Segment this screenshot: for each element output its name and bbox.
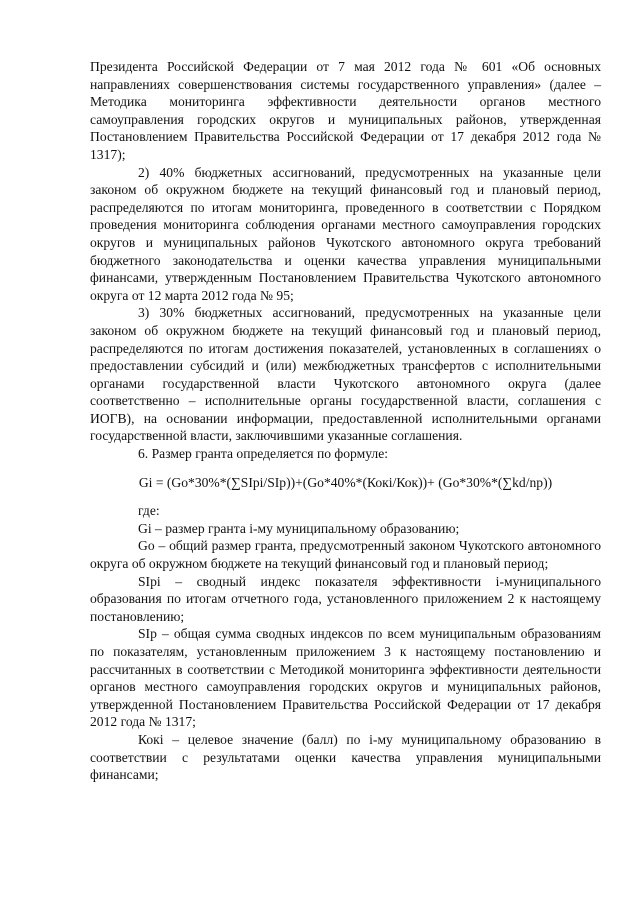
- paragraph-item-3: 3) 30% бюджетных ассигнований, предусмотренных на указанные цели законом об окружном бюджете на текущий финансовый год и плановый период, распределяются по итогам достижения показателей, установленных в соглашениях о предоставлении субсидий и (или) межбюджетных трансфертов с исполнительными органами государственной власти Чукотского автономного округа (далее соответственно – исполнительные органы государственной власти, соглашения с ИОГВ), на основании информации, предоставленной исполнительными органами государственной власти, заключившими указанные соглашения.: [90, 305, 601, 444]
- definition-gi: Gi – размер гранта i-му муниципальному образованию;: [138, 520, 460, 536]
- definition-koki: Кокi – целевое значение (балл) по i-му муниципальному образованию в соответствии с результатами оценки качества управления муниципальными финансами;: [90, 731, 601, 783]
- paragraph-section-6: 6. Размер гранта определяется по формуле:: [138, 446, 389, 462]
- grant-formula: Gi = (Go*30%*(∑SIpi/SIp))+(Go*40%*(Кокi/Кок))+ (Go*30%*(∑kd/np)): [138, 474, 553, 490]
- paragraph-item-2: 2) 40% бюджетных ассигнований, предусмотренных на указанные цели законом об окружном бюджете на текущий финансовый год и плановый период, распределяются по итогам мониторинга, проведенного в соответствии с Порядком проведения мониторинга соблюдения органами местного самоуправления городских округов и муниципальных районов Чукотского автономного округа требований бюджетного законодательства и оценки качества управления муниципальными финансами, утвержденным Постановлением Правительства Чукотского автономного округа от 12 марта 2012 года № 95;: [90, 164, 601, 303]
- definition-go: Go – общий размер гранта, предусмотренный законом Чукотского автономного округа об окружном бюджете на текущий финансовый год и плановый период;: [90, 538, 601, 572]
- paragraph-where: где:: [138, 503, 160, 519]
- definition-sip: SIp – общая сумма сводных индексов по всем муниципальным образованиям по показателям, установленным приложением 3 к настоящему постановлению и рассчитанных в соответствии с Методикой мониторинга эффективности деятельности органов местного самоуправления городских округов и муниципальных районов, утвержденной Постановлением Правительства Российской Федерации от 17 декабря 2012 года № 1317;: [90, 626, 601, 730]
- paragraph-methodology-reference: Президента Российской Федерации от 7 мая 2012 года № 601 «Об основных направлениях совершенствования системы государственного управления» (далее – Методика мониторинга эффективности деятельности органов местного самоуправления городских округов и муниципальных районов, утвержденная Постановлением Правительства Российской Федерации от 17 декабря 2012 года № 1317);: [90, 59, 601, 162]
- definition-sipi: SIpi – сводный индекс показателя эффективности i-муниципального образования по итогам отчетного года, установленного приложением 2 к настоящему постановлению;: [90, 573, 601, 624]
- document-page: [90, 58, 601, 784]
